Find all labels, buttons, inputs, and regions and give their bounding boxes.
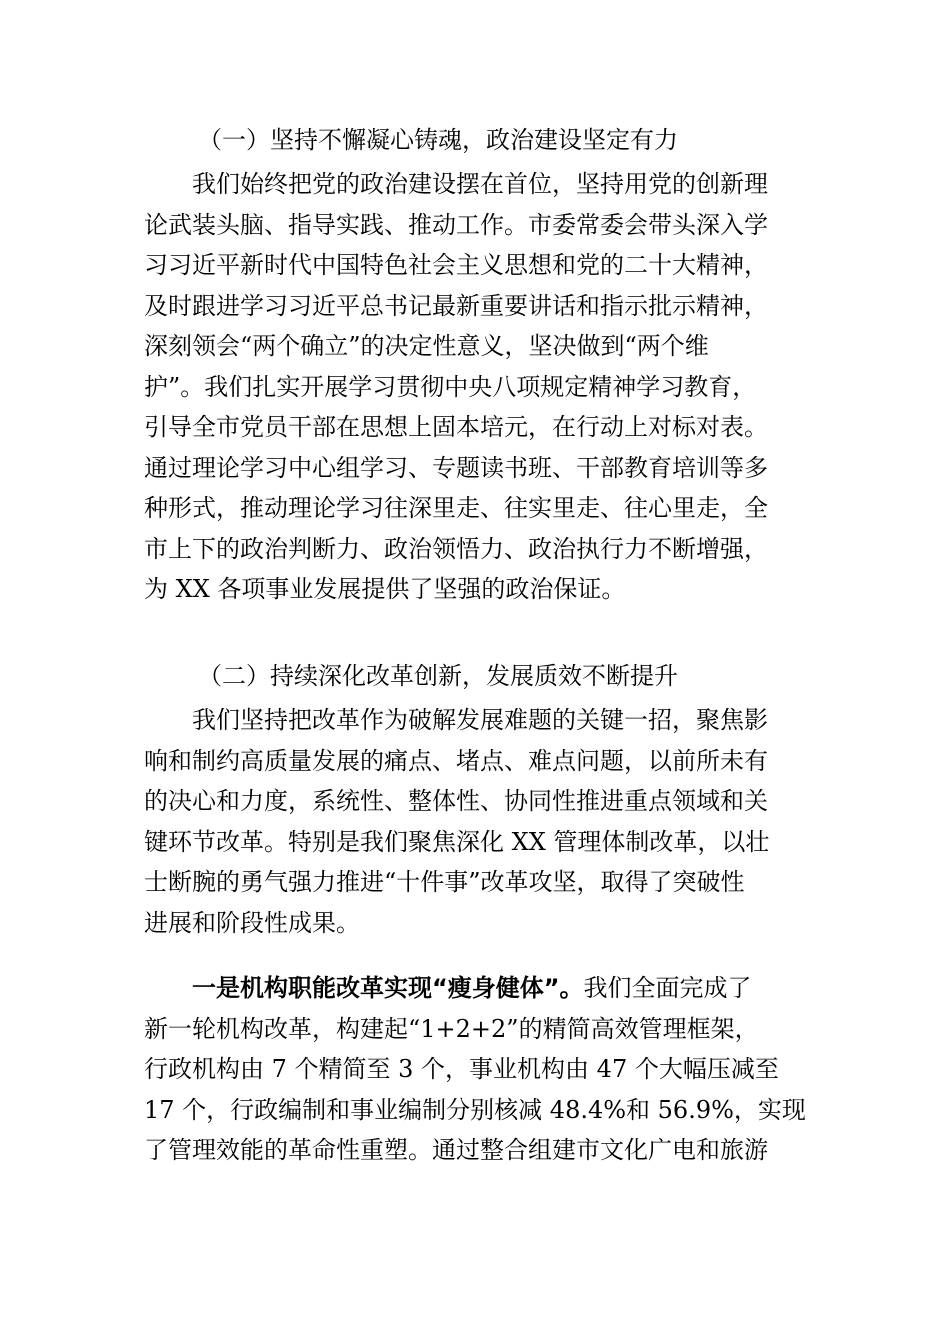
text-line: 论武装头脑、指导实践、推动工作。市委常委会带头深入学 xyxy=(144,210,768,239)
text-line: 市上下的政治判断力、政治领悟力、政治执行力不断增强， xyxy=(144,534,768,563)
item-one-first-line-rest: 我们全面完成了 xyxy=(583,974,752,1002)
section-1-paragraph xyxy=(144,164,808,610)
item-one-lead: 一是机构职能改革实现“瘦身健体”。 xyxy=(192,974,584,1002)
section-2-paragraph xyxy=(144,700,808,943)
text-line: 响和制约高质量发展的痛点、堵点、难点问题，以前所未有 xyxy=(144,746,768,775)
text-line: 习习近平新时代中国特色社会主义思想和党的二十大精神， xyxy=(144,251,768,279)
item-one-first-line xyxy=(144,968,808,1009)
item-one-paragraph xyxy=(144,968,808,1171)
text-line: 深刻领会“两个确立”的决定性意义，坚决做到“两个维 xyxy=(144,332,709,360)
text-line: 新一轮机构改革，构建起“1+2+2”的精简高效管理框架， xyxy=(144,1014,759,1043)
text-line: 引导全市党员干部在思想上固本培元，在行动上对标对表。 xyxy=(144,413,768,441)
text-line: 17 个，行政编制和事业编制分别核减 48.4%和 56.9%，实现 xyxy=(144,1095,806,1124)
section-heading-1: （一）坚持不懈凝心铸魂，政治建设坚定有力 xyxy=(198,126,678,154)
text-line: 了管理效能的革命性重塑。通过整合组建市文化广电和旅游 xyxy=(144,1136,768,1164)
text-line: 进展和阶段性成果。 xyxy=(144,908,360,937)
text-line: 护”。我们扎实开展学习贯彻中央八项规定精神学习教育， xyxy=(144,372,757,401)
text-line: 我们坚持把改革作为破解发展难题的关键一招，聚焦影 xyxy=(192,706,768,734)
text-line: 通过理论学习中心组学习、专题读书班、干部教育培训等多 xyxy=(144,453,768,482)
text-line: 为 XX 各项事业发展提供了坚强的政治保证。 xyxy=(144,575,626,603)
text-line: 士断腕的勇气强力推进“十件事”改革攻坚，取得了突破性 xyxy=(144,868,745,896)
section-heading-2: （二）持续深化改革创新，发展质效不断提升 xyxy=(198,662,678,690)
text-line: 种形式，推动理论学习往深里走、往实里走、往心里走，全 xyxy=(144,494,768,522)
text-line: 的决心和力度，系统性、整体性、协同性推进重点领域和关 xyxy=(144,787,768,815)
text-line: 我们始终把党的政治建设摆在首位，坚持用党的创新理 xyxy=(192,170,768,198)
text-line: 行政机构由 7 个精简至 3 个，事业机构由 47 个大幅压减至 xyxy=(144,1055,779,1083)
text-line: 键环节改革。特别是我们聚焦深化 XX 管理体制改革，以壮 xyxy=(144,827,770,856)
text-line: 及时跟进学习习近平总书记最新重要讲话和指示批示精神， xyxy=(144,291,768,320)
